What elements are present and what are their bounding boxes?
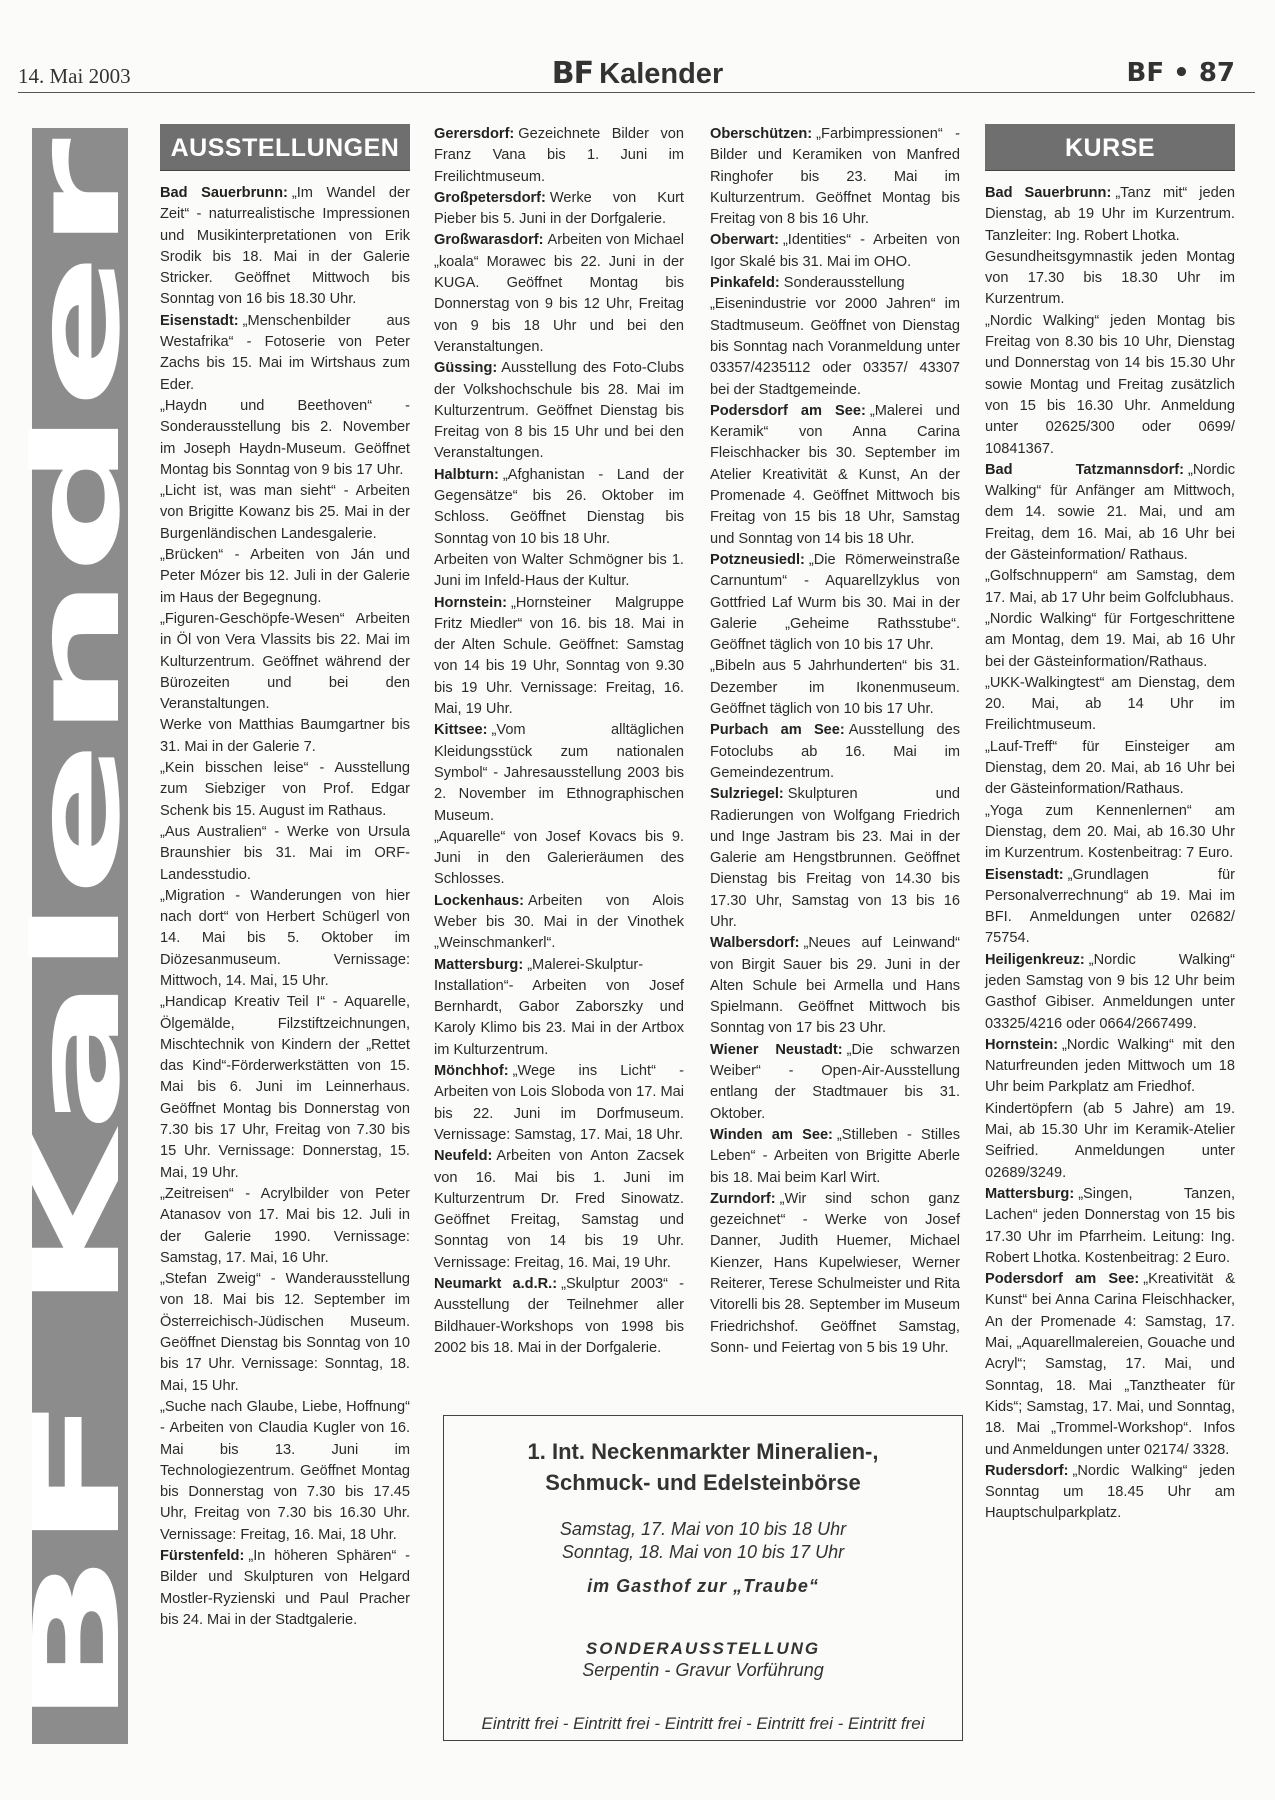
listing-entry <box>160 481 410 545</box>
entry-text: „Tanz mit“ jeden Dienstag, ab 19 Uhr im Kurzentrum. Tanzleiter: Ing. Robert Lhotka. <box>985 185 1235 244</box>
entry-location: Heiligenkreuz: <box>985 951 1085 968</box>
listing-entry <box>160 822 410 886</box>
entry-text: „Afghanistan - Land der Gegensätze“ bis 26. Oktober im Schloss. Geöffnet Dienstag bis Sonntag von 10 bis 18 Uhr. <box>434 466 684 547</box>
entry-text: „Zeitreisen“ - Acrylbilder von Peter Atanasov von 17. Mai bis 12. Juli in der Galerie 1990. Vernissage: Samstag, 17. Mai, 16 Uhr. <box>160 1185 410 1266</box>
listing-entry <box>985 609 1235 673</box>
column-1 <box>160 124 410 1631</box>
listing-list <box>434 124 684 1359</box>
entry-text: „Wir sind schon ganz gezeichnet“ - Werke von Josef Danner, Judith Huemer, Michael Kienzer, Hans Kupelwieser, Werner Reiterer, Terese Schulmeister und Rita Vitorelli bis 28. September im Museum Friedrichshof. Geöffnet Samstag, Sonn- und Feiertag von 5 bis 19 Uhr. <box>710 1190 960 1356</box>
listing-entry <box>710 401 960 550</box>
listing-entry <box>160 183 410 311</box>
entry-location: Oberschützen: <box>710 126 813 142</box>
entry-text: „Nordic Walking“ jeden Montag bis Freitag von 8.30 bis 10 Uhr, Dienstag und Donnerstag von 14 bis 15.30 Uhr sowie Montag und Freitag zusätzlich von 15 bis 16.30 Uhr. Anmeldung unter 02625/300 oder 0699/ 10841367. <box>985 312 1235 457</box>
listing-entry <box>985 311 1235 460</box>
listing-entry <box>434 891 684 955</box>
listing-entry <box>434 124 684 188</box>
listing-entry <box>710 230 960 273</box>
listing-entry <box>710 550 960 656</box>
entry-text: Gesundheitsgymnastik jeden Montag von 17.30 bis 18.30 Uhr im Kurzentrum. <box>985 248 1235 308</box>
entry-text: „Brücken“ - Arbeiten von Ján und Peter Mózer bis 12. Juli in der Galerie im Haus der Begegnung. <box>160 547 410 606</box>
ad-special-text: Serpentin - Gravur Vorführung <box>582 1660 824 1680</box>
entry-text: „Stilleben - Stilles Leben“ - Arbeiten von Brigitte Aberle bis 18. Mai beim Karl Wirt. <box>710 1126 960 1186</box>
entry-text: „Malerei und Keramik“ von Anna Carina Fleischhacker bis 30. September im Atelier Kreativität & Kunst, An der Promenade 4. Geöffnet Mittwoch bis Freitag von 15 bis 18 Uhr, Samstag und Sonntag von 14 bis 18 Uhr. <box>710 402 960 547</box>
listing-entry <box>434 1146 684 1274</box>
listing-entry <box>710 933 960 1039</box>
listing-list <box>985 183 1235 1525</box>
listing-list <box>160 183 410 1631</box>
entry-text: „Kreativität & Kunst“ bei Anna Carina Fleischhacker, An der Promenade 4: Samstag, 17. Mai, „Aquarellmalereien, Gouache und Acryl“; Samstag, 17. Mai, und Sonntag, 18. Mai „Tanztheater für Kids“; Samstag, 17. Mai, und Sonntag, 18. Mai „Trommel-Workshop“. Infos und Anmeldungen unter 02174/ 3328. <box>985 1271 1235 1458</box>
advertisement-box <box>443 1415 963 1741</box>
entry-location: Podersdorf am See: <box>985 1271 1140 1288</box>
column-3 <box>710 124 960 1359</box>
listing-entry <box>160 758 410 822</box>
listing-entry <box>985 1269 1235 1461</box>
listing-entry <box>434 550 684 593</box>
listing-entry <box>710 1189 960 1359</box>
entry-text: „Bibeln aus 5 Jahrhunderten“ bis 31. Dezember im Ikonenmuseum. Geöffnet täglich von 10 bis 17 Uhr. <box>710 658 960 718</box>
ad-date: Sonntag, 18. Mai von 10 bis 17 Uhr <box>561 1542 845 1562</box>
entry-text: „Skulptur 2003“ - Ausstellung der Teilnehmer aller Bildhauer-Workshops von 1998 bis 2002 bis 18. Mai in der Dorfgalerie. <box>434 1276 684 1356</box>
listing-entry <box>710 124 960 230</box>
ad-special-heading: SONDERAUSSTELLUNG <box>585 1639 821 1658</box>
entry-location: Hornstein: <box>434 594 507 611</box>
entry-text: „Yoga zum Kennenlernen“ am Dienstag, dem 20. Mai, ab 16.30 Uhr im Kurzentrum. Kostenbeitrag: 7 Euro. <box>985 802 1235 862</box>
entry-text: „Licht ist, was man sieht“ - Arbeiten von Brigitte Kowanz bis 25. Mai in der Burgenländischen Landesgalerie. <box>160 483 410 542</box>
entry-location: Kittsee: <box>434 722 488 739</box>
entry-location: Mattersburg: <box>985 1185 1075 1202</box>
listing-entry <box>434 1061 684 1146</box>
listing-entry <box>710 273 960 401</box>
entry-location: Bad Sauerbrunn: <box>985 185 1112 201</box>
ad-date: Samstag, 17. Mai von 10 bis 18 Uhr <box>559 1519 847 1539</box>
ad-title-line: Schmuck- und Edelsteinbörse <box>545 1470 861 1495</box>
listing-entry <box>985 566 1235 609</box>
listing-entry <box>434 827 684 891</box>
listing-entry <box>160 715 410 758</box>
listing-entry <box>985 1461 1235 1525</box>
entry-text: Arbeiten von Michael „koala“ Morawec bis 22. Juni in der KUGA. Geöffnet Montag bis Donnerstag von 9 bis 12 Uhr, Freitag von 9 bis 18 Uhr und bei den Veranstaltungen. <box>434 232 684 355</box>
listing-entry <box>710 656 960 720</box>
entry-text: „Aquarelle“ von Josef Kovacs bis 9. Juni in den Galerieräumen des Schlosses. <box>434 828 684 888</box>
entry-location: Zurndorf: <box>710 1190 776 1207</box>
entry-text: „Haydn und Beethoven“ - Sonderausstellung bis 2. November im Joseph Haydn-Museum. Geöffnet Montag bis Sonntag von 9 bis 17 Uhr. <box>160 397 410 478</box>
entry-location: Lockenhaus: <box>434 892 525 909</box>
listing-entry <box>985 1099 1235 1184</box>
listing-entry <box>985 673 1235 737</box>
listing-entry <box>160 609 410 715</box>
listing-entry <box>434 230 684 358</box>
entry-text: Sonderausstellung „Eisenindustrie vor 2000 Jahren“ im Stadtmuseum. Geöffnet von Dienstag bis Sonntag nach Voranmeldung unter 03357/4235112 oder 03357/ 43307 bei der Stadtgemeinde. <box>710 275 960 398</box>
entry-text: Werke von Kurt Pieber bis 5. Juni in der Dorfgalerie. <box>434 189 684 228</box>
entry-location: Sulzriegel: <box>710 786 784 803</box>
entry-text: „Im Wandel der Zeit“ - naturrealistische Impressionen und Musikinterpretationen von Erik Srodik bis 18. Mai in der Galerie Stricker. Geöffnet Mittwoch bis Sonntag von 16 bis 18.30 Uhr. <box>160 185 410 308</box>
entry-text: „Wege ins Licht“ - Arbeiten von Lois Sloboda von 17. Mai bis 22. Juni im Dorfmuseum. Vernissage: Samstag, 17. Mai, 18 Uhr. <box>434 1063 684 1143</box>
listing-entry <box>434 465 684 550</box>
entry-location: Güssing: <box>434 360 498 377</box>
entry-location: Pinkafeld: <box>710 275 780 292</box>
listing-entry <box>434 720 684 826</box>
entry-location: Bad Sauerbrunn: <box>160 185 288 201</box>
listing-entry <box>160 1184 410 1269</box>
listing-entry <box>985 247 1235 311</box>
entry-text: „Vom alltäglichen Kleidungsstück zum nationalen Symbol“ - Jahresausstellung 2003 bis 2. November im Ethnographischen Museum. <box>434 722 684 824</box>
entry-text: „Nordic Walking“ jeden Samstag von 9 bis 12 Uhr beim Gasthof Gibiser. Anmeldungen unter 03325/4216 oder 0664/2667499. <box>985 951 1235 1032</box>
entry-location: Purbach am See: <box>710 722 845 739</box>
section-title <box>0 56 1275 91</box>
entry-text: „Kein bisschen leise“ - Ausstellung zum Siebziger von Prof. Edgar Schenk bis 15. August im Rathaus. <box>160 760 410 819</box>
entry-text: „Hornsteiner Malgruppe Fritz Miedler“ von 16. bis 18. Mai in der Alten Schule. Geöffnet: Samstag von 14 bis 19 Uhr, Sonntag von 9.30 bis 19 Uhr. Vernissage: Freitag, 16. Mai, 19 Uhr. <box>434 594 684 718</box>
entry-text: Arbeiten von Anton Zacsek von 16. Mai bis 1. Juni im Kulturzentrum Dr. Fred Sinowatz. Geöffnet Freitag, Samstag und Sonntag von 14 bis 19 Uhr. Vernissage: Freitag, 16. Mai, 19 Uhr. <box>434 1148 684 1271</box>
ad-admission-free: Eintritt frei - Eintritt frei - Eintritt frei - Eintritt frei - Eintritt frei <box>481 1714 925 1733</box>
section-title-text: Kalender <box>599 58 724 90</box>
listing-list <box>710 124 960 1359</box>
entry-text: „Menschenbilder aus Westafrika“ - Fotoserie von Peter Zachs bis 15. Mai im Wirtshaus zum Eder. <box>160 312 410 393</box>
entry-location: Mattersburg: <box>434 956 524 973</box>
section-heading-ausstellungen: AUSSTELLUNGEN <box>160 124 410 171</box>
entry-text: Gezeichnete Bilder von Franz Vana bis 1. Juni im Freilichtmuseum. <box>434 126 684 185</box>
entry-text: „Stefan Zweig“ - Wanderausstellung von 18. Mai bis 12. September im Österreichisch-Jüdischen Museum. Geöffnet Dienstag bis Sonntag von 10 bis 17 Uhr. Vernissage: Sonntag, 18. Mai, 15 Uhr. <box>160 1271 410 1394</box>
entry-location: Mönchhof: <box>434 1063 509 1080</box>
ad-title <box>444 1436 962 1498</box>
listing-entry <box>985 1035 1235 1099</box>
entry-text: „Farbimpressionen“ - Bilder und Keramiken von Manfred Ringhofer bis 23. Mai im Kulturzentrum. Geöffnet Montag bis Freitag von 8 bis 16 Uhr. <box>710 126 960 228</box>
entry-text: Kindertöpfern (ab 5 Jahre) am 19. Mai, ab 15.30 Uhr im Keramik-Atelier Seifried. Anmeldungen unter 02689/3249. <box>985 1100 1235 1181</box>
page-number: BF • 87 <box>1126 58 1235 88</box>
entry-location: Neufeld: <box>434 1148 493 1165</box>
entry-location: Wiener Neustadt: <box>710 1041 843 1058</box>
entry-location: Großpetersdorf: <box>434 189 546 206</box>
entry-location: Potzneusiedl: <box>710 551 805 568</box>
entry-location: Hornstein: <box>985 1036 1058 1053</box>
banner-text: BF Kalender <box>8 918 146 1728</box>
issue-date: 14. Mai 2003 <box>18 64 131 88</box>
entry-location: Eisenstadt: <box>160 312 239 329</box>
bf-logo: BF <box>551 56 594 91</box>
entry-location: Eisenstadt: <box>985 866 1064 883</box>
entry-location: Winden am See: <box>710 1126 833 1143</box>
entry-text: „Figuren-Geschöpfe-Wesen“ Arbeiten in Öl von Vera Vlassits bis 22. Mai im Kulturzentrum. Geöffnet während der Bürozeiten und bei den Veranstaltungen. <box>160 610 410 713</box>
vertical-banner <box>8 128 146 1744</box>
column-4 <box>985 124 1235 1525</box>
entry-location: Halbturn: <box>434 466 499 483</box>
listing-entry <box>434 358 684 464</box>
entry-location: Bad Tatzmannsdorf: <box>985 461 1184 478</box>
listing-entry <box>434 593 684 721</box>
entry-text: Ausstellung des Fotoclubs ab 16. Mai im Gemeindezentrum. <box>710 722 960 781</box>
entry-text: „Nordic Walking“ für Fortgeschrittene am Montag, dem 19. Mai, ab 16 Uhr bei der Gästeinformation/Rathaus. <box>985 610 1235 670</box>
entry-text: Ausstellung des Foto-Clubs der Volkshochschule bis 28. Mai im Kulturzentrum. Geöffnet Dienstag bis Freitag von 8 bis 15 Uhr und bei den Veranstaltungen. <box>434 360 684 462</box>
listing-entry <box>434 188 684 231</box>
entry-location: Gerersdorf: <box>434 126 515 142</box>
listing-entry <box>710 1040 960 1125</box>
entry-text: „Neues auf Leinwand“ von Birgit Sauer bis 29. Juni in der Alten Schule bei Armella und Hans Spielmann. Geöffnet Mittwoch bis Sonntag von 17 bis 23 Uhr. <box>710 935 960 1037</box>
entry-location: Großwarasdorf: <box>434 232 544 249</box>
entry-text: „In höheren Sphären“ - Bilder und Skulpturen von Helgard Mostler-Ryzienski und Paul Pracher bis 24. Mai in der Stadtgalerie. <box>160 1548 410 1628</box>
entry-text: „Singen, Tanzen, Lachen“ jeden Donnerstag von 15 bis 17.30 Uhr im Pfarrheim. Leitung: Ing. Robert Lhotka. Kostenbeitrag: 2 Euro. <box>985 1185 1235 1266</box>
listing-entry <box>710 1125 960 1189</box>
entry-location: Fürstenfeld: <box>160 1548 245 1564</box>
listing-entry <box>985 950 1235 1035</box>
listing-entry <box>160 992 410 1184</box>
entry-text: Werke von Matthias Baumgartner bis 31. Mai in der Galerie 7. <box>160 717 410 755</box>
ad-location: im Gasthof zur „Traube“ <box>587 1576 819 1596</box>
entry-text: „Migration - Wanderungen von hier nach dort“ von Herbert Schügerl von 14. Mai bis 5. Oktober im Diözesanmuseum. Vernissage: Mittwoch, 14. Mai, 15 Uhr. <box>160 887 410 989</box>
entry-text: Arbeiten von Alois Weber bis 30. Mai in der Vinothek „Weinschmankerl“. <box>434 892 684 952</box>
listing-entry <box>160 1546 410 1631</box>
entry-text: „Die Römerweinstraße Carnuntum“ - Aquarellzyklus von Gottfried Laf Wurm bis 30. Mai in der Galerie „Geheime Rathsstube“. Geöffnet täglich von 10 bis 17 Uhr. <box>710 551 960 654</box>
listing-entry <box>434 955 684 1061</box>
ad-title-line: 1. Int. Neckenmarkter Mineralien-, <box>527 1439 879 1464</box>
banner-logo <box>8 128 146 1744</box>
header-divider <box>18 92 1255 93</box>
listing-entry <box>985 1184 1235 1269</box>
listing-entry <box>985 801 1235 865</box>
listing-entry <box>985 865 1235 950</box>
listing-entry <box>710 784 960 933</box>
entry-text: „Handicap Kreativ Teil I“ - Aquarelle, Ölgemälde, Filzstiftzeichnungen, Mischtechnik von Kindern der „Rettet das Kind“-Förderwerkstätten von 15. Mai bis 6. Juni im Leinnerhaus. Geöffnet Montag bis Donnerstag von 7.30 bis 17 Uhr, Freitag von 7.30 bis 15 Uhr. Vernissage: Donnerstag, 15. Mai, 19 Uhr. <box>160 994 410 1181</box>
entry-text: „Malerei-Skulptur-Installation“- Arbeiten von Josef Bernhardt, Gabor Zaborszky und Karoly Klimo bis 23. Mai in der Artbox im Kulturzentrum. <box>434 956 684 1058</box>
entry-location: Walbersdorf: <box>710 935 800 952</box>
entry-text: „Nordic Walking“ für Anfänger am Mittwoch, dem 14. sowie 21. Mai, und am Freitag, dem 16. Mai, ab 16 Uhr bei der Gästeinformation/ Rathaus. <box>985 461 1235 564</box>
entry-text: „Identities“ - Arbeiten von Igor Skalé bis 31. Mai im OHO. <box>710 232 960 270</box>
listing-entry <box>160 1269 410 1397</box>
column-2 <box>434 124 684 1359</box>
listing-entry <box>434 1274 684 1359</box>
entry-text: „Die schwarzen Weiber“ - Open-Air-Ausstellung entlang der Stadtmauer bis 31. Oktober. <box>710 1041 960 1122</box>
entry-text: „UKK-Walkingtest“ am Dienstag, dem 20. Mai, ab 14 Uhr im Freilichtmuseum. <box>985 674 1235 734</box>
listing-entry <box>160 311 410 396</box>
entry-text: „Nordic Walking“ mit den Naturfreunden jeden Mittwoch um 18 Uhr beim Parkplatz am Friedhof. <box>985 1036 1235 1096</box>
entry-text: „Lauf-Treff“ für Einsteiger am Dienstag, dem 20. Mai, ab 16 Uhr bei der Gästeinformation/Rathaus. <box>985 738 1235 798</box>
listing-entry <box>160 886 410 992</box>
listing-entry <box>160 1397 410 1546</box>
entry-text: „Grundlagen für Personalverrechnung“ ab 19. Mai im BFI. Anmeldungen unter 02682/ 75754. <box>985 866 1235 947</box>
entry-location: Oberwart: <box>710 232 779 249</box>
entry-text: „Aus Australien“ - Werke von Ursula Braunshier bis 31. Mai im ORF-Landesstudio. <box>160 823 410 883</box>
listing-entry <box>985 737 1235 801</box>
entry-text: „Golfschnuppern“ am Samstag, dem 17. Mai, ab 17 Uhr beim Golfclubhaus. <box>985 568 1235 606</box>
entry-location: Podersdorf am See: <box>710 402 866 419</box>
listing-entry <box>160 396 410 481</box>
entry-text: „Suche nach Glaube, Liebe, Hoffnung“ - Arbeiten von Claudia Kugler von 16. Mai bis 13. Juni im Technologiezentrum. Geöffnet Montag bis Donnerstag von 7.30 bis 17.45 Uhr, Freitag von 7.30 bis 16.30 Uhr. Vernissage: Freitag, 16. Mai, 18 Uhr. <box>160 1398 410 1543</box>
listing-entry <box>985 183 1235 247</box>
entry-text: Arbeiten von Walter Schmögner bis 1. Juni im Infeld-Haus der Kultur. <box>434 551 684 590</box>
listing-entry <box>985 460 1235 566</box>
entry-location: Neumarkt a.d.R.: <box>434 1276 558 1293</box>
entry-text: Skulpturen und Radierungen von Wolfgang Friedrich und Inge Jastram bis 23. Mai in der Galerie am Hengstbrunnen. Geöffnet Dienstag bis Freitag von 14.30 bis 17.30 Uhr, Samstag von 13 bis 16 Uhr. <box>710 786 960 930</box>
section-heading-kurse: KURSE <box>985 124 1235 171</box>
listing-entry <box>160 545 410 609</box>
listing-entry <box>710 720 960 784</box>
entry-text: „Nordic Walking“ jeden Sonntag um 18.45 Uhr am Hauptschulparkplatz. <box>985 1462 1235 1522</box>
entry-location: Rudersdorf: <box>985 1462 1069 1479</box>
